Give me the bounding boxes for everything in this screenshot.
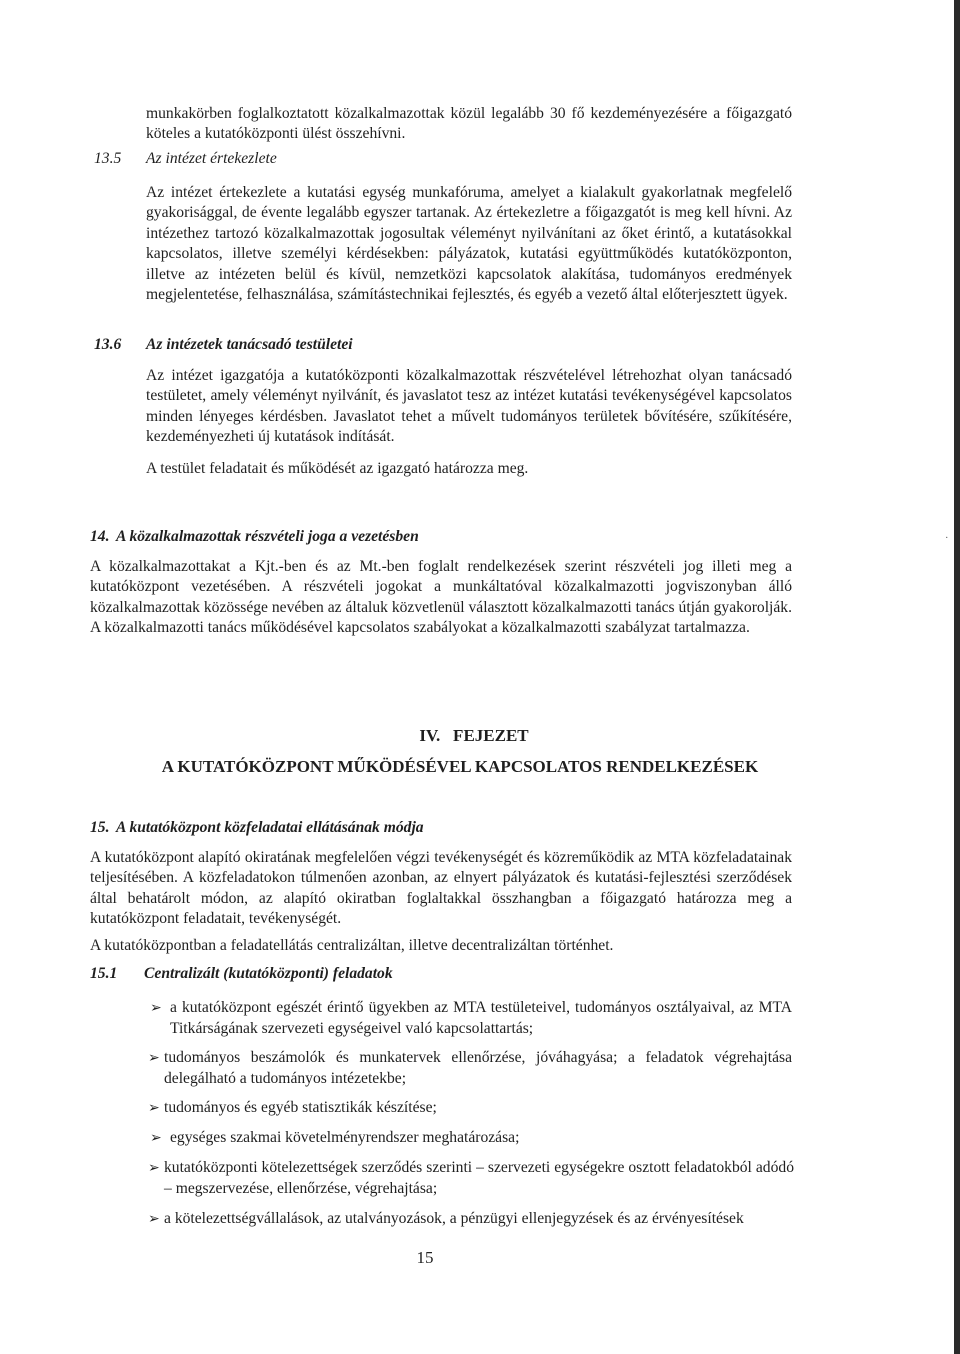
section-number-15-1: 15.1 [90, 965, 118, 982]
bullet-arrow-icon: ➢ [148, 1212, 160, 1227]
section-number-13-5: 13.5 [94, 150, 122, 167]
section-13-5-body: Az intézet értekezlete a kutatási egység munkafóruma, amelyet a kialakult gyakorlatnak megfelelő gyakorisággal, de évente legalább egyszer tartanak. Az értekezletre a főigazgatót is meg kell hívni. Az intézethez tartozó közalkalmazottak jogosultak véleményt nyilvánítani az őket érintő, a kutatásokkal kapcsolatos, illetve személyi kérdésekben: pályázatok, kutatási együttműködés kutatóközponton, illetve az intézeten belül és kívül, nemzetközi kapcsolatok alakítása, tudományos eredmények megjelentetése, felhasználása, számítástechnikai fejlesztés, és egyéb a vezető által előterjesztett ügyek. [146, 184, 792, 304]
section-title-15-1: Centralizált (kutatóközponti) feladatok [144, 965, 393, 982]
section-13-6-body-2: A testület feladatait és működését az igazgató határozza meg. [146, 460, 529, 477]
list-item: a kutatóközpont egészét érintő ügyekben az MTA testületeivel, tudományos osztályaival, az MTA Titkárságának szervezeti egységeivel való kapcsolattartás; [170, 999, 792, 1037]
list-item: kutatóközponti kötelezettségek szerződés szerinti – szervezeti egységekre osztott feladatokból adódó – megszervezése, ellenőrzése, végrehajtása; [164, 1159, 794, 1197]
chapter-label: IV. FEJEZET [419, 726, 529, 745]
section-15-body-2: A kutatóközpontban a feladatellátás centralizáltan, illetve decentralizáltan történhet. [90, 937, 614, 954]
scan-speck: . [945, 530, 948, 541]
section-13-6-body-1: Az intézet igazgatója a kutatóközponti közalkalmazottak részvételével létrehozhat olyan tanácsadó testületet, amely véleményt nyilvánít, és javaslatot tesz az intézet kutatási tevékenységével kapcsolatos minden lényeges kérdésben. Javaslatot tehet a művelt tudományos területek bővítésére, szűkítésére, kezdeményezheti új kutatások indítását. [146, 367, 792, 446]
bullet-arrow-icon: ➢ [150, 1131, 162, 1146]
section-title-14: A közalkalmazottak részvételi joga a vezetésben [116, 528, 419, 545]
bullet-arrow-icon: ➢ [150, 1001, 162, 1016]
section-number-15: 15. [90, 819, 110, 836]
bullet-arrow-icon: ➢ [148, 1101, 160, 1116]
page-number: 15 [416, 1248, 434, 1267]
section-title-13-5: Az intézet értekezlete [146, 150, 277, 167]
section-title-15: A kutatóközpont közfeladatai ellátásának módja [116, 819, 424, 836]
list-item: a kötelezettségvállalások, az utalványozások, a pénzügyi ellenjegyzések és az érvényesítések [164, 1210, 744, 1227]
scan-edge [954, 0, 960, 1354]
section-number-13-6: 13.6 [94, 336, 122, 353]
list-item: tudományos beszámolók és munkatervek ellenőrzése, jóváhagyása; a feladatok végrehajtása delegálható a tudományos intézetekbe; [164, 1049, 792, 1087]
bullet-arrow-icon: ➢ [148, 1051, 160, 1066]
list-item: tudományos és egyéb statisztikák készítése; [164, 1099, 437, 1116]
section-number-14: 14. [90, 528, 110, 545]
paragraph-continuation: munkakörben foglalkoztatott közalkalmazottak közül legalább 30 fő kezdeményezésére a főigazgató köteles a kutatóközponti ülést összehívni. [146, 105, 792, 143]
list-item: egységes szakmai követelményrendszer meghatározása; [170, 1129, 520, 1146]
section-title-13-6: Az intézetek tanácsadó testületei [146, 336, 353, 353]
section-14-body: A közalkalmazottakat a Kjt.-ben és az Mt.-ben foglalt rendelkezések szerint részvételi jog illeti meg a kutatóközpont vezetésében. A részvételi jogokat a munkáltatóval közalkalmazotti jogviszonyban álló közalkalmazottak közössége nevében az általuk közvetlenül választott közalkalmazotti tanács útján gyakorolják. A közalkalmazotti tanács működésével kapcsolatos szabályokat a közalkalmazotti szabályzat tartalmazza. [90, 558, 792, 637]
section-15-body-1: A kutatóközpont alapító okiratának megfelelően végzi tevékenységét és közreműködik az MTA közfeladatainak teljesítésében. A közfeladatokon túlmenően azonban, az elnyert pályázatok és kutatási-fejlesztési szerződések által behatárolt módon, az alapító okiratban foglaltakkal összhangban a főigazgató határozza meg a kutatóközpont feladatait, tevékenységét. [90, 849, 792, 928]
chapter-title: A KUTATÓKÖZPONT MŰKÖDÉSÉVEL KAPCSOLATOS RENDELKEZÉSEK [161, 757, 759, 776]
bullet-arrow-icon: ➢ [148, 1161, 160, 1176]
